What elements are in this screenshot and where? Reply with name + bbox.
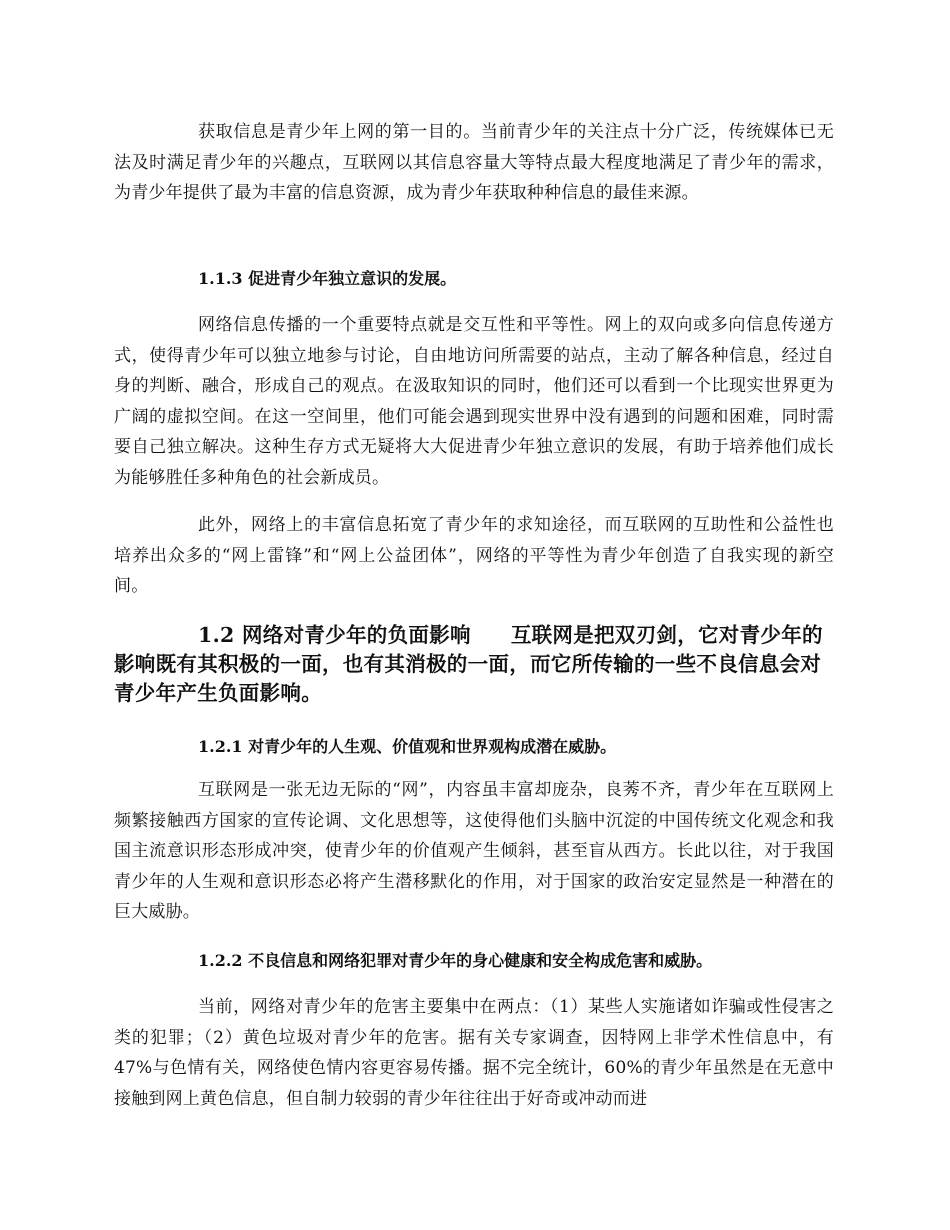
subheading-1-2-1: 1.2.1 对青少年的人生观、价值观和世界观构成潜在威胁。	[198, 737, 617, 756]
heading-1-2-title: 1.2 网络对青少年的负面影响	[198, 623, 471, 647]
paragraph-furthermore: 此外，网络上的丰富信息拓宽了青少年的求知途径，而互联网的互助性和公益性也培养出众多的“网上雷锋”和“网上公益团体”，网络的平等性为青少年创造了自我实现的新空间。	[114, 515, 834, 596]
subheading-1-1-3: 1.1.3 促进青少年独立意识的发展。	[198, 269, 457, 288]
paragraph-worldview-threat: 互联网是一张无边无际的“网”，内容虽丰富却庞杂，良莠不齐，青少年在互联网上频繁接触西方国家的宣传论调、文化思想等，这使得他们头脑中沉淀的中国传统文化观念和我国主流意识形态形成冲突，使青少年的价值观产生倾斜，甚至盲从西方。长此以往，对于我国青少年的人生观和意识形态必将产生潜移默化的作用，对于国家的政治安定显然是一种潜在的巨大威胁。	[114, 780, 834, 922]
heading-1-2-body: 互联网是把双刃剑，它对青少年的影响既有其积极的一面，也有其消极的一面，而它所传输的一些不良信息会对青少年产生负面影响。	[114, 623, 823, 705]
paragraph-information-acquisition: 获取信息是青少年上网的第一目的。当前青少年的关注点十分广泛，传统媒体已无法及时满足青少年的兴趣点，互联网以其信息容量大等特点最大程度地满足了青少年的需求，为青少年提供了最为丰富的信息资源，成为青少年获取种种信息的最佳来源。	[114, 122, 834, 203]
paragraph-harmful-information: 当前，网络对青少年的危害主要集中在两点：（1）某些人实施诸如诈骗或性侵害之类的犯罪；（2）黄色垃圾对青少年的危害。据有关专家调查，因特网上非学术性信息中，有 47%与色情有关，网络使色情内容更容易传播。据不完全统计，60%的青少年虽然是在无意中接触到网上黄色信息，但自制力较弱的青少年往往出于好奇或冲动而进	[114, 997, 834, 1109]
subheading-1-2-2: 1.2.2 不良信息和网络犯罪对青少年的身心健康和安全构成危害和威胁。	[198, 951, 713, 970]
paragraph-independence: 网络信息传播的一个重要特点就是交互性和平等性。网上的双向或多向信息传递方式，使得青少年可以独立地参与讨论，自由地访问所需要的站点，主动了解各种信息，经过自身的判断、融合，形成自己的观点。在汲取知识的同时，他们还可以看到一个比现实世界更为广阔的虚拟空间。在这一空间里，他们可能会遇到现实世界中没有遇到的问题和困难，同时需要自己独立解决。这种生存方式无疑将大大促进青少年独立意识的发展，有助于培养他们成长为能够胜任多种角色的社会新成员。	[114, 315, 834, 488]
heading-1-2-negative-impact	[114, 621, 834, 708]
